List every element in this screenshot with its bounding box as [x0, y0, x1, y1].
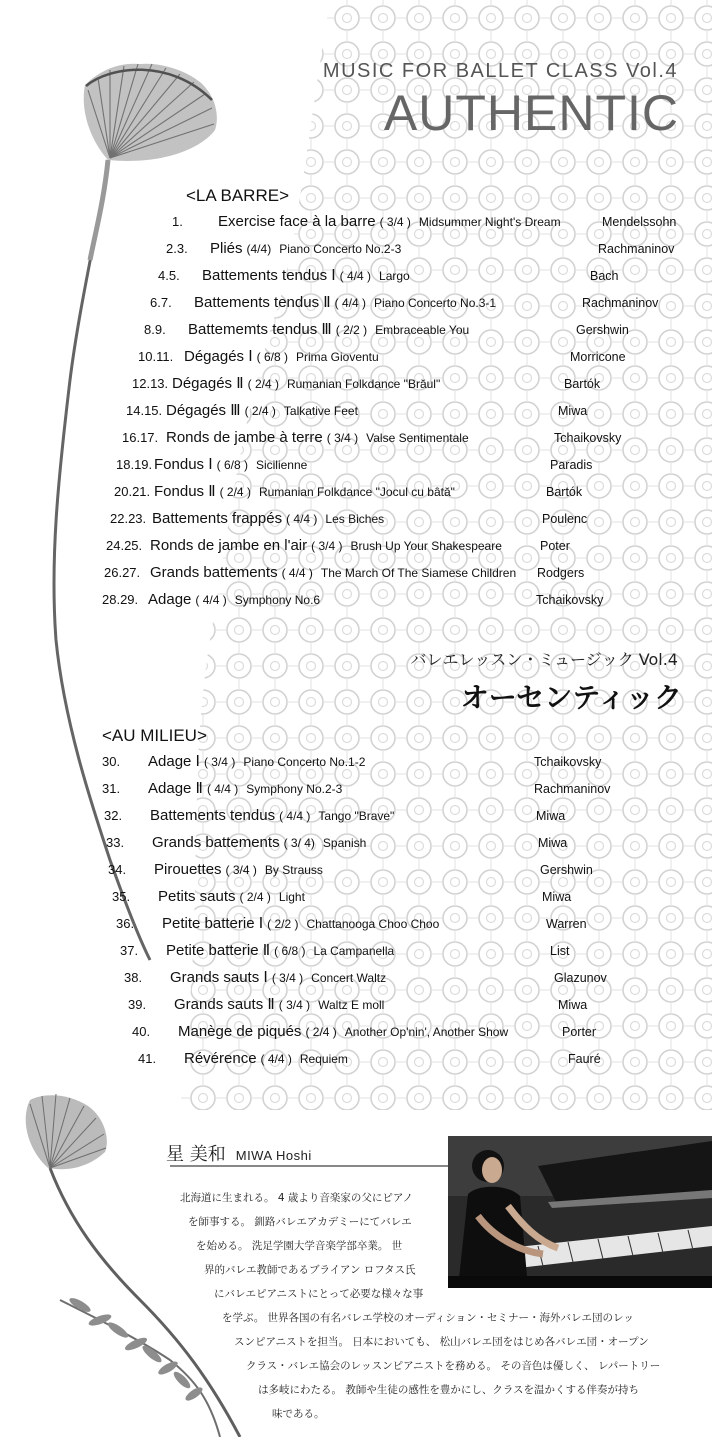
- track-row: [166, 241, 712, 257]
- track-exercise-name: Ronds de jambe en l'air: [150, 537, 308, 554]
- track-piece-title: Tango "Brave": [318, 809, 395, 823]
- track-row: [102, 754, 712, 770]
- track-exercise-name: Dégagés Ⅱ: [172, 375, 244, 392]
- track-exercise-name: Révérence: [184, 1050, 257, 1067]
- track-composer: Rachmaninov: [598, 242, 675, 256]
- track-composer: Gershwin: [540, 863, 593, 877]
- track-row: [108, 862, 712, 878]
- track-piece-title: Les Biches: [325, 512, 385, 526]
- track-piece-title: Embraceable You: [375, 323, 470, 337]
- track-composer: Bartók: [546, 485, 583, 499]
- track-exercise-name: Grands battements: [152, 834, 280, 851]
- track-piece-title: Rumanian Folkdance "Jocul cu bâtă": [258, 485, 455, 499]
- track-exercise-name: Petits sauts: [158, 888, 236, 905]
- track-number: 40.: [132, 1024, 151, 1039]
- track-number: 34.: [108, 862, 127, 877]
- track-row: [150, 295, 712, 311]
- bio-line: クラス・バレエ協会のレッスンピアニストを務める。 その音色は優しく、 レパートリー: [246, 1360, 661, 1372]
- track-number: 30.: [102, 754, 121, 769]
- track-piece-title: La Campanella: [313, 944, 395, 958]
- name-underline: [170, 1165, 448, 1167]
- track-row: [138, 349, 712, 365]
- track-row: [114, 484, 712, 500]
- track-number: 4.5.: [158, 268, 180, 283]
- track-piece-title: Piano Concerto No.2-3: [279, 242, 402, 256]
- track-composer: Gershwin: [576, 323, 629, 337]
- album-title: AUTHENTIC: [383, 85, 679, 141]
- track-composer: Miwa: [536, 809, 566, 823]
- track-piece-title: Rumanian Folkdance "Brăul": [286, 377, 441, 391]
- track-composer: List: [550, 944, 570, 958]
- track-meter: ( 3/4 ): [203, 755, 236, 769]
- track-meter: ( 4/4 ): [339, 269, 372, 283]
- track-piece-title: Prima Gioventu: [295, 350, 379, 364]
- bio-line: は多岐にわたる。 教師や生徒の感性を豊かにし、クラスを温かくする伴奏が持ち: [258, 1384, 640, 1396]
- track-meter: ( 4/4 ): [195, 593, 227, 607]
- track-exercise-name: Petite batterie Ⅰ: [162, 915, 264, 932]
- track-composer: Rachmaninov: [534, 782, 611, 796]
- track-number: 31.: [102, 781, 121, 796]
- track-number: 26.27.: [104, 565, 141, 580]
- pianist-photo: [448, 1136, 712, 1288]
- track-exercise-name: Dégagés Ⅰ: [184, 348, 253, 365]
- track-meter: ( 3/4 ): [379, 215, 411, 229]
- track-row: [144, 322, 712, 338]
- track-composer: Miwa: [542, 890, 572, 904]
- track-composer: Miwa: [558, 404, 588, 418]
- bio-line: にバレエピアニストにとって必要な様々な事: [214, 1288, 424, 1300]
- track-number: 35.: [112, 889, 131, 904]
- track-meter: ( 2/2 ): [267, 917, 299, 931]
- track-meter: ( 3/4 ): [225, 863, 257, 877]
- track-number: 32.: [104, 808, 123, 823]
- track-number: 36.: [116, 916, 135, 931]
- track-row: [116, 916, 712, 932]
- track-piece-title: Chattanooga Choo Choo: [306, 917, 440, 931]
- track-meter: ( 6/8 ): [216, 458, 248, 472]
- track-composer: Mendelssohn: [602, 215, 677, 229]
- track-meter: ( 4/4 ): [206, 782, 239, 796]
- track-row: [104, 565, 712, 581]
- track-piece-title: By Strauss: [264, 863, 323, 877]
- track-piece-title: Valse Sentimentale: [366, 431, 469, 445]
- track-composer: Tchaikovsky: [554, 431, 622, 445]
- track-composer: Paradis: [550, 458, 593, 472]
- track-exercise-name: Fondus Ⅱ: [154, 483, 216, 500]
- track-row: [126, 403, 712, 419]
- bio-line: 北海道に生まれる。 4 歳より音楽家の父にピアノ: [180, 1192, 414, 1204]
- track-piece-title: Piano Concerto No.3-1: [373, 296, 497, 310]
- japanese-album-title: オーセンティック: [460, 681, 682, 714]
- artist-name-jp: 星 美和: [166, 1144, 226, 1165]
- track-exercise-name: Battements tendus Ⅰ: [202, 267, 336, 284]
- track-piece-title: Requiem: [299, 1052, 348, 1066]
- track-meter: ( 3/4 ): [278, 998, 311, 1012]
- track-composer: Tchaikovsky: [536, 593, 604, 607]
- track-row: [116, 457, 712, 473]
- track-exercise-name: Grands battements: [150, 564, 278, 581]
- track-piece-title: Largo: [379, 269, 410, 283]
- track-number: 10.11.: [138, 349, 174, 364]
- track-composer: Glazunov: [554, 971, 607, 985]
- track-row: [104, 808, 712, 824]
- track-number: 8.9.: [144, 322, 166, 337]
- track-number: 22.23.: [110, 511, 147, 526]
- track-composer: Bach: [590, 269, 619, 283]
- track-row: [106, 835, 712, 851]
- bio-line: 味である。: [272, 1408, 325, 1420]
- track-number: 24.25.: [106, 538, 143, 553]
- track-meter: ( 3/4 ): [326, 431, 359, 445]
- track-composer: Rachmaninov: [582, 296, 659, 310]
- track-number: 6.7.: [150, 295, 172, 310]
- artist-name-roman: MIWA Hoshi: [235, 1148, 312, 1163]
- track-exercise-name: Grands sauts Ⅱ: [174, 996, 275, 1013]
- track-meter: ( 2/2 ): [335, 323, 368, 337]
- track-row: [106, 538, 712, 554]
- track-piece-title: Light: [278, 890, 305, 904]
- track-piece-title: Piano Concerto No.1-2: [243, 755, 366, 769]
- track-number: 39.: [128, 997, 147, 1012]
- section-title-barre: <LA BARRE>: [186, 186, 290, 205]
- track-exercise-name: Pirouettes: [154, 861, 222, 878]
- track-number: 2.3.: [166, 241, 188, 256]
- track-piece-title: Another Op'nin', Another Show: [344, 1025, 509, 1039]
- track-exercise-name: Pliés: [210, 240, 243, 257]
- artist-name: [166, 1140, 312, 1166]
- bio-line: を師事する。 釧路バレエアカデミーにてバレエ: [188, 1216, 412, 1228]
- track-exercise-name: Fondus Ⅰ: [154, 456, 213, 473]
- track-exercise-name: Exercise face à la barre: [218, 213, 376, 230]
- track-piece-title: Talkative Feet: [283, 404, 358, 418]
- track-number: 18.19.: [116, 457, 153, 472]
- track-meter: ( 3/4 ): [271, 971, 304, 985]
- track-exercise-name: Dégagés Ⅲ: [166, 402, 241, 419]
- track-composer: Porter: [562, 1025, 597, 1039]
- track-exercise-name: Adage: [148, 591, 192, 608]
- track-composer: Morricone: [570, 350, 626, 364]
- track-composer: Rodgers: [537, 566, 585, 580]
- track-piece-title: Spanish: [322, 836, 367, 850]
- track-exercise-name: Battements frappés: [152, 510, 283, 527]
- track-number: 41.: [138, 1051, 157, 1066]
- track-number: 33.: [106, 835, 125, 850]
- track-number: 1.: [172, 214, 183, 229]
- track-piece-title: Sicilienne: [255, 458, 308, 472]
- track-composer: Bartók: [564, 377, 601, 391]
- track-meter: ( 4/4 ): [260, 1052, 292, 1066]
- track-exercise-name: Grands sauts Ⅰ: [170, 969, 268, 986]
- track-number: 16.17.: [122, 430, 159, 445]
- track-row: [128, 997, 712, 1013]
- track-meter: ( 2/4 ): [219, 485, 251, 499]
- track-exercise-name: Adage Ⅰ: [148, 753, 200, 770]
- track-number: 38.: [124, 970, 143, 985]
- track-number: 20.21.: [114, 484, 151, 499]
- track-meter: ( 4/4 ): [279, 809, 311, 823]
- track-meter: ( 2/4 ): [244, 404, 276, 418]
- track-row: [102, 781, 712, 797]
- series-title: MUSIC FOR BALLET CLASS Vol.4: [322, 60, 678, 82]
- bio-line: を学ぶ。 世界各国の有名バレエ学校のオーディション・セミナー・海外バレエ団のレッ: [222, 1312, 634, 1324]
- track-row: [120, 943, 712, 959]
- track-meter: ( 4/4 ): [286, 512, 318, 526]
- track-number: 14.15.: [126, 403, 163, 418]
- track-row: [122, 430, 712, 446]
- bio-line: を始める。 洗足学園大学音楽学部卒業。 世: [196, 1240, 403, 1252]
- track-meter: ( 6/8 ): [274, 944, 306, 958]
- section-title-milieu: <AU MILIEU>: [102, 726, 207, 745]
- track-row: [110, 511, 712, 527]
- track-row: [132, 376, 712, 392]
- track-meter: ( 2/4 ): [247, 377, 279, 391]
- track-exercise-name: Battememts tendus Ⅲ: [188, 321, 332, 338]
- track-row: [172, 214, 712, 230]
- track-number: 28.29.: [102, 592, 139, 607]
- bio-line: スンピアニストを担当。 日本においても、 松山バレエ団をはじめ各バレエ団・オープン: [234, 1336, 649, 1348]
- track-composer: Poter: [540, 539, 570, 553]
- track-row: [132, 1024, 712, 1040]
- track-composer: Miwa: [558, 998, 588, 1012]
- track-piece-title: Brush Up Your Shakespeare: [350, 539, 502, 553]
- track-exercise-name: Ronds de jambe à terre: [166, 429, 323, 446]
- track-meter: ( 2/4 ): [305, 1025, 337, 1039]
- track-meter: ( 6/8 ): [256, 350, 288, 364]
- track-meter: ( 2/4 ): [239, 890, 271, 904]
- track-row: [158, 268, 712, 284]
- track-composer: Tchaikovsky: [534, 755, 602, 769]
- track-piece-title: Concert Waltz: [311, 971, 387, 985]
- track-row: [138, 1051, 712, 1067]
- track-exercise-name: Manège de piqués: [178, 1023, 302, 1040]
- track-composer: Fauré: [568, 1052, 601, 1066]
- track-exercise-name: Battements tendus: [150, 807, 276, 824]
- bio-line: 界的バレエ教師であるブライアン ロフタス氏: [204, 1264, 416, 1276]
- track-row: [124, 970, 712, 986]
- track-number: 37.: [120, 943, 139, 958]
- japanese-series-title: バレエレッスン・ミュージック Vol.4: [410, 650, 678, 669]
- track-piece-title: Symphony No.2-3: [246, 782, 343, 796]
- track-piece-title: Midsummer Night's Dream: [418, 215, 561, 229]
- track-composer: Warren: [546, 917, 587, 931]
- track-meter: (4/4): [246, 242, 272, 256]
- track-exercise-name: Petite batterie Ⅱ: [166, 942, 271, 959]
- track-composer: Poulenc: [542, 512, 588, 526]
- track-exercise-name: Battements tendus Ⅱ: [194, 294, 331, 311]
- track-meter: ( 3/ 4): [283, 836, 315, 850]
- track-row: [102, 592, 712, 608]
- track-row: [112, 889, 712, 905]
- track-piece-title: Waltz E moll: [318, 998, 385, 1012]
- track-meter: ( 4/4 ): [334, 296, 366, 310]
- track-number: 12.13.: [132, 376, 169, 391]
- track-meter: ( 3/4 ): [311, 539, 343, 553]
- track-composer: Miwa: [538, 836, 568, 850]
- track-exercise-name: Adage Ⅱ: [148, 780, 203, 797]
- track-meter: ( 4/4 ): [281, 566, 313, 580]
- track-piece-title: Symphony No.6: [234, 593, 321, 607]
- track-piece-title: The March Of The Siamese Children: [320, 566, 517, 580]
